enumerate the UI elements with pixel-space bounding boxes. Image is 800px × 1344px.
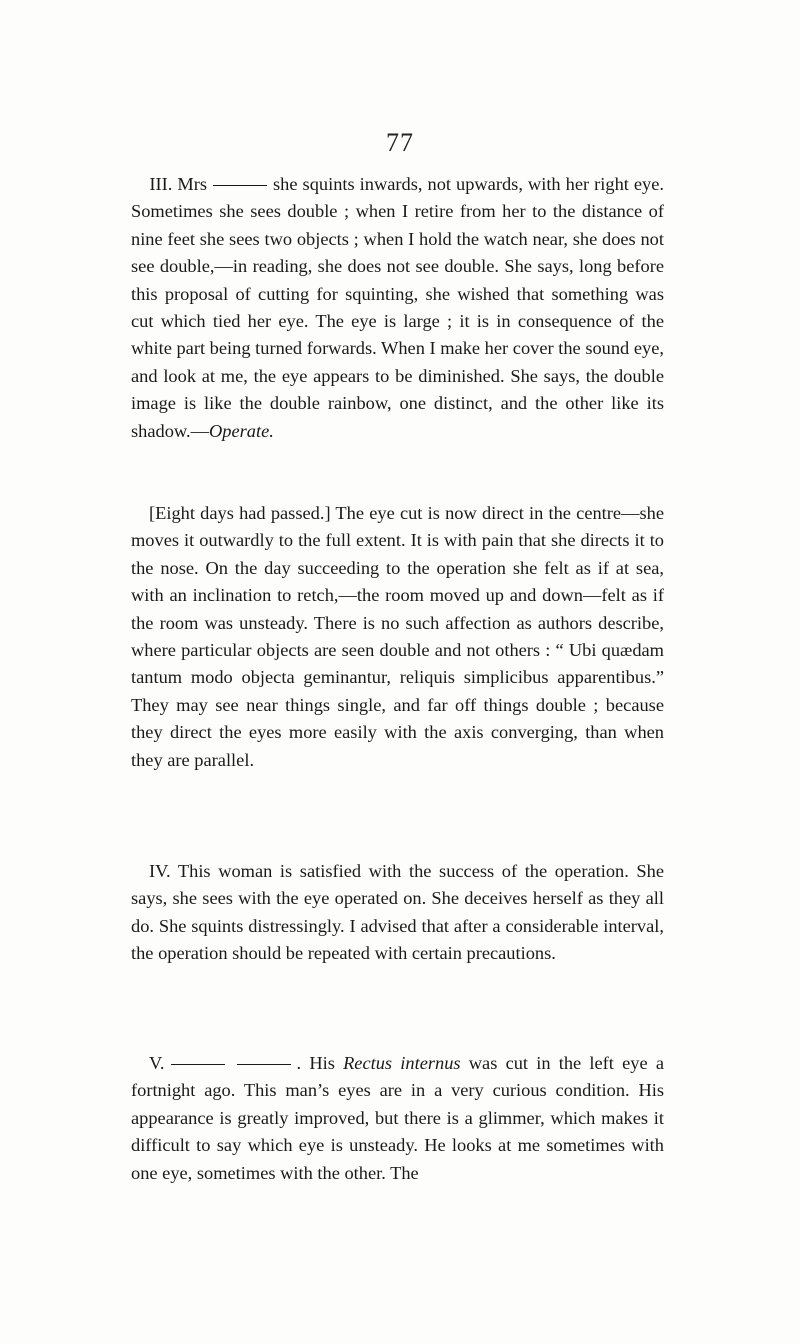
case-4-text: IV. This woman is satisfied with the success of the operation. She says, she sees with the eye operated on. She deceives herself as they all do. She squints distressingly. I advised that after a considerable interval, the operation should be repeated with certain precautions. [131,861,664,964]
case-3-continuation-paragraph [131,500,664,774]
case-5-body: was cut in the left eye a fortnight ago. This man’s eyes are in a very curious condition. His appearance is greatly improved, but there is a glimmer, which makes it difficult to say which eye is unsteady. He looks at me sometimes with one eye, sometimes with the other. The [131,1053,665,1183]
case-3-operate: Operate. [208,420,274,441]
case-5-text [131,1050,664,1187]
name-blank-2 [237,1064,291,1065]
name-blank-1 [171,1064,225,1065]
case-5-paragraph [131,1050,664,1187]
case-3-continuation: [Eight days had passed.] The eye cut is now direct in the centre—she moves it outwardly to the full extent. It is with pain that she directs it to the nose. On the day succeeding to the operation she felt as if at sea, with an inclination to retch,—the room moved up and down—felt as if the room was unsteady. There is no such affection as authors describe, where particular objects are seen double and not others : “ Ubi quædam tantum modo objecta geminantur, reliquis simplicibus apparentibus.” They may see near things single, and far off things double ; because they direct the eyes more easily with the axis converging, than when they are parallel. [131,503,664,770]
case-3-text [131,171,664,445]
case-5-label: V. [149,1053,165,1073]
case-4-paragraph [131,858,664,968]
case-5-muscle: Rectus internus [343,1053,461,1073]
case-5-lead: . His [296,1053,344,1073]
case-3-label: III. Mrs [149,174,208,194]
name-blank [213,185,267,186]
case-3-paragraph [131,171,664,445]
page-number: 77 [386,128,414,157]
case-3-body: she squints inwards, not upwards, with her right eye. Sometimes she sees double ; when I retire from her to the distance of nine feet she sees two objects ; when I hold the watch near, she does not see double,—in reading, she does not see double. She says, long before this proposal of cutting for squinting, she wished that something was cut which tied her eye. The eye is large ; it is in consequence of the white part being turned forwards. When I make her cover the sound eye, and look at me, the eye appears to be diminished. She says, the double image is like the double rainbow, one distinct, and the other like its shadow.— [131,174,664,441]
